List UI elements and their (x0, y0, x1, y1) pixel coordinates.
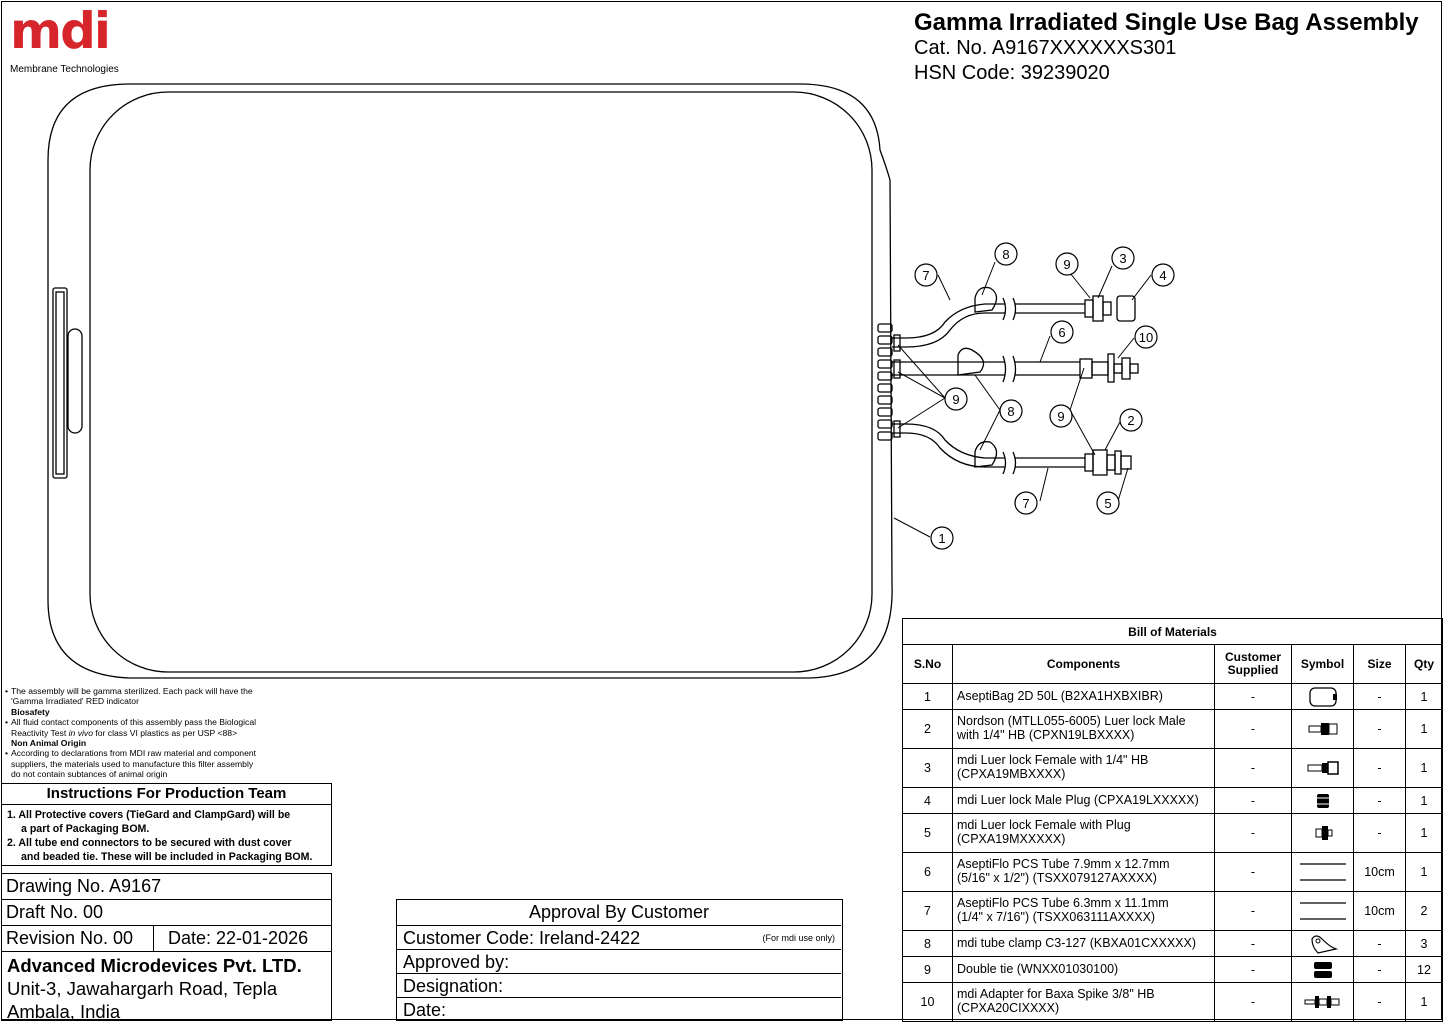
bom-cell: 8 (903, 931, 953, 957)
callout-10: 10 (1138, 330, 1154, 345)
bom-cell (1292, 749, 1354, 788)
mdi-logo: mdi (10, 2, 110, 60)
bom-cell (1292, 788, 1354, 814)
bom-cell: 1 (903, 684, 953, 710)
bom-cell: - (1354, 684, 1406, 710)
bom-cell: 2 (903, 710, 953, 749)
callout-8-lower: 8 (1007, 404, 1015, 419)
hsn-code: HSN Code: 39239020 (914, 62, 1110, 84)
bom-cell: 1 (1406, 983, 1443, 1022)
bom-cell: 4 (903, 788, 953, 814)
middle-line (892, 348, 1138, 382)
bag-icon (1306, 686, 1340, 708)
callout-7-upper: 7 (922, 268, 930, 283)
bom-row (903, 892, 1443, 931)
bom-cell: - (1354, 814, 1406, 853)
notes-block (5, 686, 285, 780)
bom-cell: mdi Luer lock Female with Plug (CPXA19MXXXXX) (953, 814, 1215, 853)
instruction-2-cont: and beaded tie. These will be included in Packaging BOM. (21, 851, 313, 863)
tube-icon (1298, 860, 1348, 884)
bom-cell: 1 (1406, 749, 1443, 788)
bom-cell: 1 (1406, 710, 1443, 749)
handle-slot (68, 329, 82, 433)
tie-icon (1306, 960, 1340, 980)
bom-cell (1292, 957, 1354, 983)
bom-cell: 1 (1406, 853, 1443, 892)
note-animal-origin: • According to declarations from MDI raw material and component (5, 748, 285, 758)
note-animal-origin-cont: suppliers, the materials used to manufacture this filter assembly (11, 758, 254, 769)
drawing-number: Drawing No. A9167 (1, 873, 332, 900)
approval-title: Approval By Customer (397, 900, 841, 926)
bom-cell: 10cm (1354, 853, 1406, 892)
bom-cell: 7 (903, 892, 953, 931)
tube-icon (1298, 899, 1348, 923)
mdi-use-note: (For mdi use only) (762, 933, 835, 943)
female-plug-icon (1306, 824, 1340, 842)
instructions-title: Instructions For Production Team (1, 783, 332, 805)
bom-cell: mdi Adapter for Baxa Spike 3/8" HB (CPXA20CIXXXX) (953, 983, 1215, 1022)
bom-row (903, 853, 1443, 892)
bom-cell (1292, 983, 1354, 1022)
lower-line (892, 424, 1131, 475)
bom-cell: - (1354, 788, 1406, 814)
note-heading-biosafety: Biosafety (11, 706, 50, 717)
bom-cell: - (1354, 957, 1406, 983)
bom-header-supplied: Customer Supplied (1215, 645, 1292, 684)
bom-cell: mdi tube clamp C3-127 (KBXA01CXXXXX) (953, 931, 1215, 957)
bom-cell: - (1354, 749, 1406, 788)
customer-code-row (397, 926, 841, 950)
bom-cell: 2 (1406, 892, 1443, 931)
callout-3: 3 (1119, 251, 1127, 266)
bill-of-materials-table (902, 618, 1443, 1022)
instruction-2: 2. All tube end connectors to be secured with dust cover (7, 837, 292, 849)
bom-header-qty: Qty (1406, 645, 1443, 684)
note-sterilization: • The assembly will be gamma sterilized. Each pack will have the (5, 686, 285, 696)
draft-number: Draft No. 00 (1, 899, 332, 926)
bom-cell: - (1215, 749, 1292, 788)
bom-cell: AseptiFlo PCS Tube 7.9mm x 12.7mm (5/16" x 1/2") (TSXX079127AXXXX) (953, 853, 1215, 892)
bom-cell: AseptiBag 2D 50L (B2XA1HXBXIBR) (953, 684, 1215, 710)
drawing-title: Gamma Irradiated Single Use Bag Assembly (914, 9, 1419, 36)
bom-cell: 1 (1406, 788, 1443, 814)
callout-9-lower: 9 (1057, 409, 1065, 424)
bom-cell: 6 (903, 853, 953, 892)
customer-code: Customer Code: Ireland-2422 (403, 928, 641, 948)
bom-row (903, 931, 1443, 957)
approval-box (396, 899, 843, 1021)
bom-cell: 3 (903, 749, 953, 788)
bag-outer-outline (48, 84, 892, 678)
callout-9-left: 9 (952, 392, 960, 407)
bom-cell: - (1215, 853, 1292, 892)
bom-cell (1292, 931, 1354, 957)
adapter-icon (1303, 993, 1343, 1011)
bom-row (903, 710, 1443, 749)
bom-cell: - (1215, 957, 1292, 983)
port-stack (878, 324, 892, 440)
bom-cell: - (1215, 931, 1292, 957)
bom-cell: - (1215, 892, 1292, 931)
bom-header-components: Components (953, 645, 1215, 684)
note-animal-origin-cont2: do not contain subtances of animal origin (11, 769, 168, 780)
bom-cell: 10cm (1354, 892, 1406, 931)
callout-5: 5 (1104, 496, 1112, 511)
callout-7-lower: 7 (1022, 496, 1030, 511)
bom-cell: - (1215, 814, 1292, 853)
bom-cell: - (1354, 931, 1406, 957)
bom-cell: mdi Luer lock Male Plug (CPXA19LXXXXX) (953, 788, 1215, 814)
approved-by-field[interactable]: Approved by: (397, 950, 841, 974)
bom-row (903, 788, 1443, 814)
bom-cell: - (1354, 710, 1406, 749)
instruction-1-cont: a part of Packaging BOM. (21, 823, 150, 835)
bom-cell: AseptiFlo PCS Tube 6.3mm x 11.1mm (1/4" x 7/16") (TSXX063111AXXXX) (953, 892, 1215, 931)
company-block (1, 951, 332, 1021)
bom-cell: 5 (903, 814, 953, 853)
logo-subtitle: Membrane Technologies (10, 64, 119, 75)
bom-cell: Nordson (MTLL055-6005) Luer lock Male with 1/4" HB (CPXN19LBXXXX) (953, 710, 1215, 749)
company-name: Advanced Microdevices Pvt. LTD. (7, 955, 302, 976)
bom-cell (1292, 710, 1354, 749)
bom-cell: - (1215, 710, 1292, 749)
hanger-slot (53, 288, 67, 478)
bom-cell: 12 (1406, 957, 1443, 983)
drawing-date: Date: 22-01-2026 (153, 925, 332, 952)
bom-cell: Double tie (WNXX01030100) (953, 957, 1215, 983)
company-address-1: Unit-3, Jawahargarh Road, Tepla (7, 978, 278, 999)
bom-cell: 1 (1406, 814, 1443, 853)
bom-cell (1292, 814, 1354, 853)
bom-title: Bill of Materials (903, 619, 1443, 645)
instructions-box (1, 804, 332, 866)
revision-number: Revision No. 00 (1, 925, 154, 952)
male-plug-icon (1306, 792, 1340, 810)
bom-cell: 3 (1406, 931, 1443, 957)
bom-row (903, 684, 1443, 710)
bom-cell (1292, 853, 1354, 892)
note-heading-animal-origin: Non Animal Origin (11, 738, 87, 749)
catalog-number: Cat. No. A9167XXXXXXS301 (914, 37, 1177, 59)
note-biosafety-cont: Reactivity Test in vivo for class VI plastics as per USP <88> (11, 727, 238, 738)
bom-cell: - (1215, 788, 1292, 814)
note-biosafety: • All fluid contact components of this assembly pass the Biological (5, 717, 285, 727)
callout-4: 4 (1159, 268, 1167, 283)
callout-9-upper: 9 (1063, 257, 1071, 272)
bom-cell: - (1354, 983, 1406, 1022)
bom-cell: 9 (903, 957, 953, 983)
callout-2: 2 (1127, 413, 1135, 428)
bom-cell: 1 (1406, 684, 1443, 710)
bom-cell: - (1215, 983, 1292, 1022)
bom-header-sno: S.No (903, 645, 953, 684)
bom-header-symbol: Symbol (1292, 645, 1354, 684)
bom-cell: 10 (903, 983, 953, 1022)
company-address-2: Ambala, India (7, 1001, 121, 1022)
callout-6: 6 (1058, 325, 1066, 340)
bom-row (903, 957, 1443, 983)
approval-date-field[interactable]: Date: (403, 1000, 447, 1020)
luer-male-icon (1306, 720, 1340, 738)
luer-female-icon (1306, 759, 1340, 777)
note-sterilization-cont: 'Gamma Irradiated' RED indicator (11, 696, 139, 707)
bom-cell: - (1215, 684, 1292, 710)
instruction-1: 1. All Protective covers (TieGard and ClampGard) will be (7, 809, 291, 821)
bom-cell (1292, 684, 1354, 710)
bom-row (903, 983, 1443, 1022)
bag-inner-outline (90, 92, 872, 672)
callout-1: 1 (938, 531, 946, 546)
bom-row (903, 749, 1443, 788)
bom-cell: mdi Luer lock Female with 1/4" HB (CPXA19MBXXXX) (953, 749, 1215, 788)
bom-header-size: Size (1354, 645, 1406, 684)
clamp-icon (1306, 933, 1340, 955)
callout-8-upper: 8 (1002, 247, 1010, 262)
designation-field[interactable]: Designation: (397, 974, 841, 998)
bom-row (903, 814, 1443, 853)
hanger-slot-inner (56, 292, 64, 474)
bom-cell (1292, 892, 1354, 931)
